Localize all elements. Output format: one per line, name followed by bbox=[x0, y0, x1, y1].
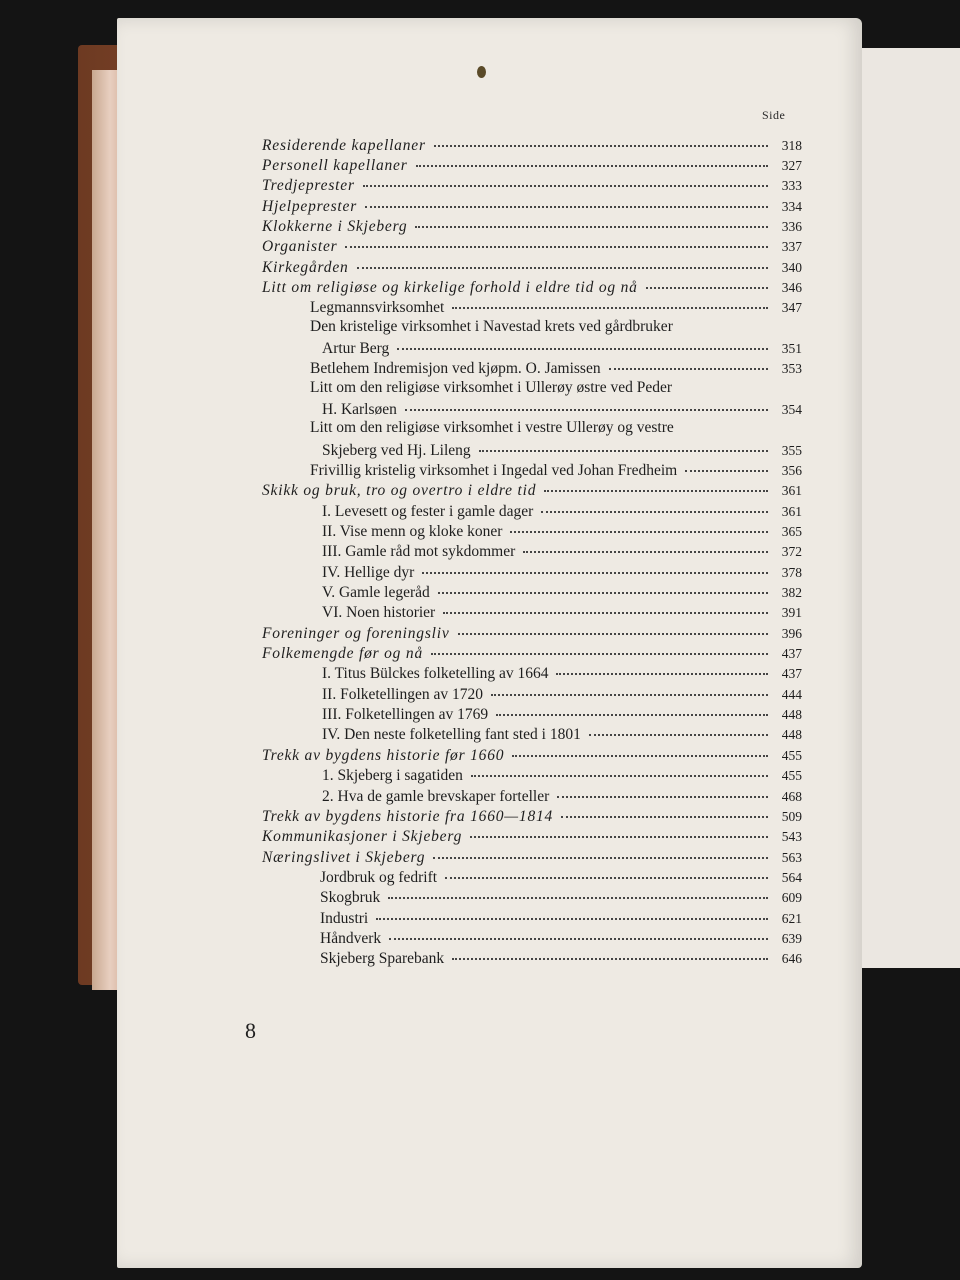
dot-leader bbox=[496, 699, 768, 717]
dot-leader bbox=[523, 536, 768, 554]
toc-entry-page: 337 bbox=[781, 239, 802, 255]
toc-entry-page: 444 bbox=[781, 686, 802, 702]
toc-entry-page: 353 bbox=[781, 361, 802, 377]
dot-leader bbox=[363, 170, 768, 188]
toc-entry-title: Hjelpeprester bbox=[262, 197, 358, 215]
toc-entry-page: 327 bbox=[781, 157, 802, 173]
dot-leader bbox=[345, 231, 768, 249]
toc-entry-title: Næringslivet i Skjeberg bbox=[262, 848, 426, 866]
toc-entry-page: 396 bbox=[781, 625, 802, 641]
toc-entry-title: Litt om den religiøse virksomhet i vestre Ullerøy og vestre bbox=[310, 419, 674, 437]
toc-entry-title: Industri bbox=[320, 909, 369, 927]
dot-leader bbox=[681, 312, 768, 328]
toc-entry-title: 2. Hva de gamle brevskaper forteller bbox=[322, 787, 550, 805]
toc-entry-title: Kommunikasjoner i Skjeberg bbox=[262, 828, 463, 846]
dot-leader bbox=[471, 760, 768, 778]
toc-entry-page: 340 bbox=[781, 259, 802, 275]
toc-entry-page: 347 bbox=[781, 300, 802, 316]
dot-leader bbox=[431, 638, 768, 656]
toc-entry-title: Kirkegården bbox=[262, 258, 349, 276]
dot-leader bbox=[376, 902, 768, 920]
toc-entry-title: Håndverk bbox=[320, 929, 382, 947]
toc-entry-title: VI. Noen historier bbox=[322, 604, 436, 622]
toc-entry-title: Skjeberg ved Hj. Lileng bbox=[322, 441, 471, 459]
toc-entry-page: 437 bbox=[781, 646, 802, 662]
dot-leader bbox=[397, 332, 768, 350]
dot-leader bbox=[685, 455, 768, 473]
toc-entry-page: 365 bbox=[781, 524, 802, 540]
dot-leader bbox=[416, 149, 768, 167]
toc-entry-page: 355 bbox=[781, 442, 802, 458]
toc-entry-title: Personell kapellaner bbox=[262, 156, 408, 174]
dot-leader bbox=[458, 617, 768, 635]
toc-entry-page: 455 bbox=[781, 747, 802, 763]
toc-entry-title: 1. Skjeberg i sagatiden bbox=[322, 767, 463, 785]
dot-leader bbox=[433, 841, 768, 859]
toc-entry-title: Skjeberg Sparebank bbox=[320, 950, 445, 968]
toc-entry-page: 346 bbox=[781, 279, 802, 295]
toc-entry-title: Tredjeprester bbox=[262, 177, 355, 195]
toc-entry-title: Skikk og bruk, tro og overtro i eldre tid bbox=[262, 482, 537, 500]
book-page bbox=[117, 18, 862, 1268]
dot-leader bbox=[589, 719, 768, 737]
toc-entry-page: 609 bbox=[781, 890, 802, 906]
toc-entry-page: 563 bbox=[781, 849, 802, 865]
dot-leader bbox=[682, 414, 768, 430]
toc-entry-title: I. Levesett og fester i gamle dager bbox=[322, 502, 534, 520]
dot-leader bbox=[556, 658, 768, 676]
toc-entry-page: 336 bbox=[781, 218, 802, 234]
dot-leader bbox=[544, 475, 768, 493]
dot-leader bbox=[415, 210, 768, 228]
page-number: 8 bbox=[245, 1018, 256, 1043]
toc-entry-title: Artur Berg bbox=[322, 339, 390, 357]
toc-entry-title: H. Karlsøen bbox=[322, 400, 397, 418]
toc-entry-page: 351 bbox=[781, 340, 802, 356]
dot-leader bbox=[561, 800, 768, 818]
toc-entry-title: Klokkerne i Skjeberg bbox=[262, 217, 408, 235]
toc-entry-title: Foreninger og foreningsliv bbox=[262, 624, 450, 642]
toc-entry-page: 448 bbox=[781, 727, 802, 743]
dot-leader bbox=[357, 251, 768, 269]
dot-leader bbox=[422, 556, 768, 574]
toc-entry-page: 621 bbox=[781, 910, 802, 926]
toc-entry-page: 509 bbox=[781, 808, 802, 824]
toc-entry-page: 354 bbox=[781, 401, 802, 417]
dot-leader bbox=[388, 882, 768, 900]
toc-entry-title: Den kristelige virksomhet i Navestad krets ved gårdbruker bbox=[310, 317, 673, 335]
dot-leader bbox=[470, 821, 768, 839]
toc-entry-title: III. Gamle råd mot sykdommer bbox=[322, 543, 516, 561]
dot-leader bbox=[443, 597, 768, 615]
dot-leader bbox=[434, 129, 768, 147]
side-column-label: Side bbox=[762, 108, 786, 122]
toc-entry-title: Frivillig kristelig virksomhet i Ingedal ved Johan Fredheim bbox=[310, 462, 678, 479]
toc-entry-page: 356 bbox=[781, 463, 802, 478]
toc-entry-page: 378 bbox=[781, 564, 802, 580]
dot-leader bbox=[541, 495, 768, 513]
toc-entry-page: 639 bbox=[781, 930, 802, 946]
toc-entry-title: Legmannsvirksomhet bbox=[310, 299, 445, 317]
toc-entry-title: II. Folketellingen av 1720 bbox=[322, 685, 483, 703]
toc-entry-page: 543 bbox=[781, 829, 802, 845]
dot-leader bbox=[438, 577, 768, 595]
toc-entry-title: IV. Den neste folketelling fant sted i 1801 bbox=[322, 726, 581, 744]
toc-entry-page: 391 bbox=[781, 605, 802, 621]
toc-entry-page: 455 bbox=[781, 768, 802, 784]
dot-leader bbox=[510, 516, 768, 534]
toc-entry-title: Trekk av bygdens historie fra 1660—1814 bbox=[262, 807, 554, 825]
toc-entry-title: Residerende kapellaner bbox=[262, 136, 426, 154]
toc-entry-page: 361 bbox=[781, 483, 802, 499]
dot-leader bbox=[680, 373, 768, 389]
dot-leader bbox=[646, 271, 768, 289]
toc-entry-title: Betlehem Indremisjon ved kjøpm. O. Jamissen bbox=[310, 360, 601, 378]
dot-leader bbox=[479, 434, 768, 452]
dot-leader bbox=[365, 190, 768, 208]
table-of-contents bbox=[262, 132, 802, 966]
toc-entry-page: 333 bbox=[781, 178, 802, 194]
toc-entry-title: III. Folketellingen av 1769 bbox=[322, 706, 489, 724]
dot-leader bbox=[452, 943, 768, 961]
toc-entry-title: Litt om den religiøse virksomhet i Ullerøy østre ved Peder bbox=[310, 378, 673, 396]
toc-entry-title: IV. Hellige dyr bbox=[322, 563, 415, 581]
toc-entry-page: 437 bbox=[781, 666, 802, 682]
toc-entry-title: V. Gamle legeråd bbox=[322, 584, 430, 602]
toc-entry-title: I. Titus Bülckes folketelling av 1664 bbox=[322, 665, 549, 683]
toc-entry-page: 448 bbox=[781, 707, 802, 723]
dot-leader bbox=[405, 393, 768, 411]
toc-entry-title: II. Vise menn og kloke koner bbox=[322, 523, 503, 541]
dot-leader bbox=[389, 922, 768, 940]
toc-entry-page: 646 bbox=[781, 951, 802, 967]
toc-entry-page: 361 bbox=[781, 503, 802, 519]
dot-leader bbox=[445, 861, 768, 879]
toc-entry-page: 382 bbox=[781, 585, 802, 601]
toc-entry-page: 318 bbox=[781, 137, 802, 153]
toc-entry-title: Trekk av bygdens historie før 1660 bbox=[262, 746, 505, 764]
toc-entry bbox=[262, 946, 802, 966]
dot-leader bbox=[512, 739, 768, 757]
toc-entry-title: Jordbruk og fedrift bbox=[320, 868, 438, 886]
dot-leader bbox=[609, 353, 768, 371]
toc-entry-page: 564 bbox=[781, 869, 802, 885]
paper-speck bbox=[477, 66, 486, 78]
toc-entry-page: 334 bbox=[781, 198, 802, 214]
dot-leader bbox=[557, 780, 768, 798]
toc-entry-title: Organister bbox=[262, 238, 338, 256]
toc-entry-page: 468 bbox=[781, 788, 802, 804]
dot-leader bbox=[452, 292, 768, 310]
toc-entry-page: 372 bbox=[781, 544, 802, 560]
toc-entry-title: Skogbruk bbox=[320, 889, 381, 907]
toc-entry-title: Folkemengde før og nå bbox=[262, 645, 423, 663]
toc-entry-title: Litt om religiøse og kirkelige forhold i eldre tid og nå bbox=[262, 278, 638, 296]
dot-leader bbox=[491, 678, 768, 696]
